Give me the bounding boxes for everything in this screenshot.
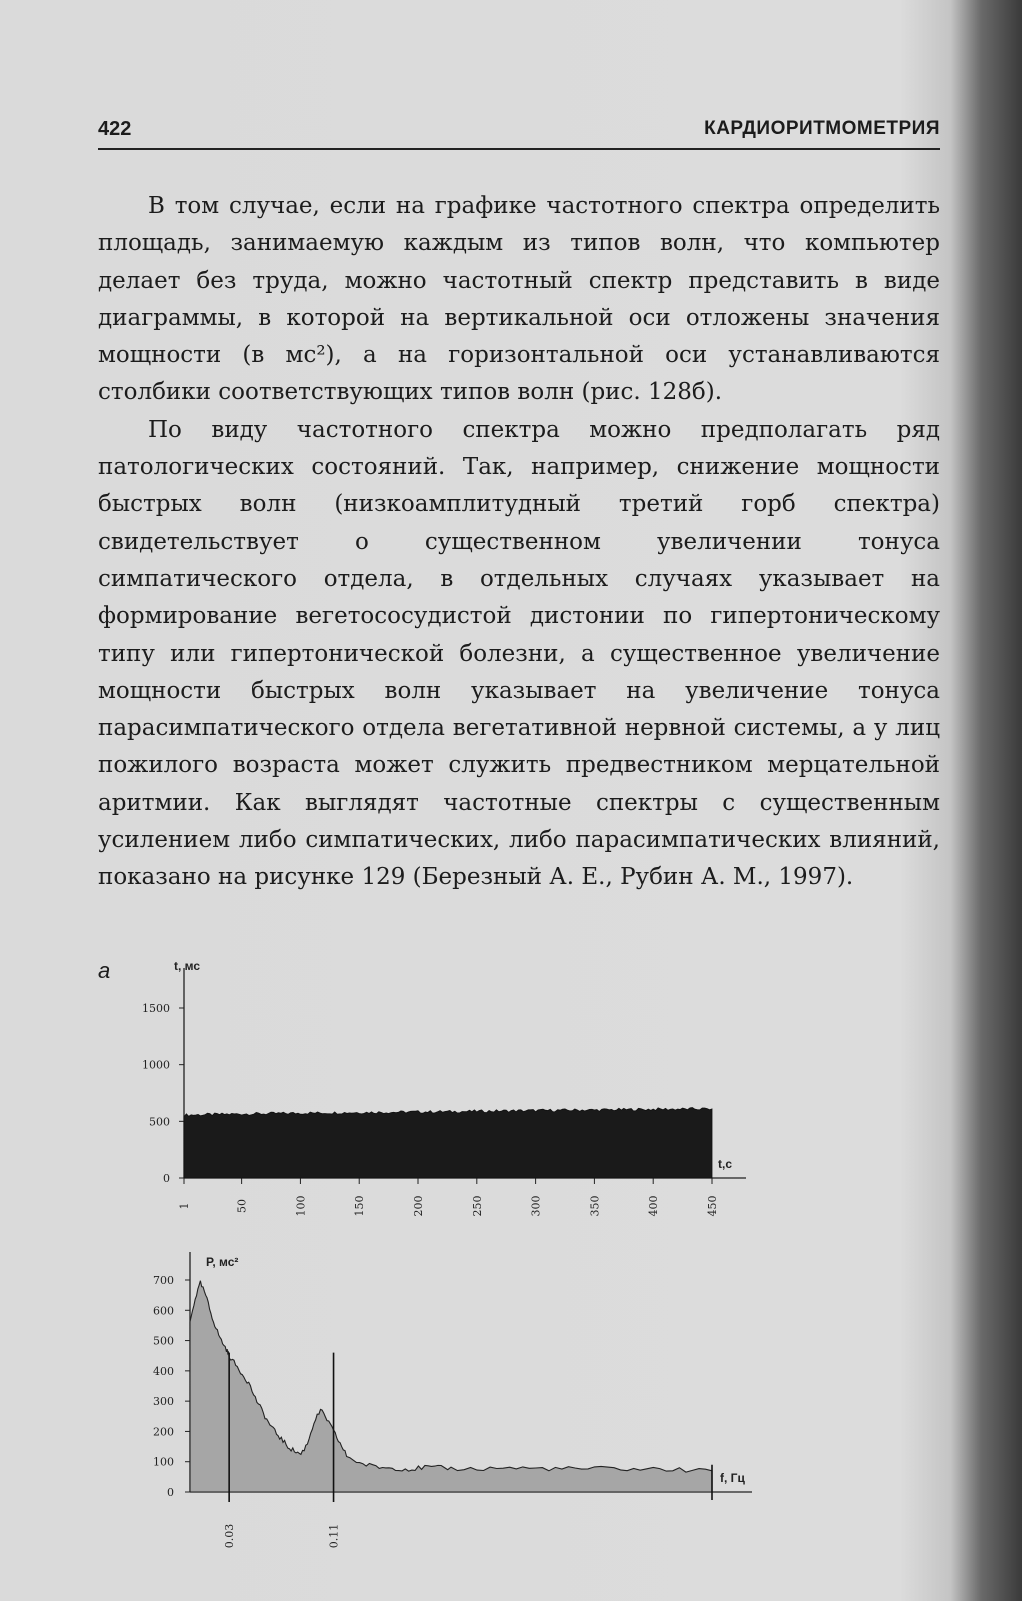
y-tick-label: 600 [153,1304,174,1318]
y-tick-label: 100 [153,1455,174,1469]
y-tick-label: 700 [153,1274,174,1287]
y-axis-title: Р, мс² [206,1255,239,1269]
y-tick-label: 0 [163,1172,170,1185]
paragraph: В том случае, если на графике частотного спектра определить площадь, занимаемую каждым из типов волн, что компьютер делает без труда, можно частотный спектр представить в виде диаграммы, в которой на вертикальной оси отложены значения мощности (в мс²), а на горизонтальной оси устанавливаются столбики соответствующих типов волн (рис. 128б). [98,193,940,406]
x-tick-label: 450 [706,1195,719,1217]
y-tick-label: 1500 [142,1002,170,1015]
band-boundary-label: 0.11 [327,1523,341,1549]
y-tick-label: 400 [153,1364,174,1378]
x-axis-title: f, Гц [720,1471,745,1485]
y-tick-label: 200 [153,1425,174,1439]
band-boundary-label: 0.03 [223,1523,237,1549]
y-tick-label: 500 [149,1115,170,1129]
x-tick-label: 250 [470,1195,484,1217]
x-tick-label: 1 [178,1202,191,1210]
y-tick-label: 300 [153,1395,174,1409]
x-tick-label: 150 [353,1195,367,1217]
x-tick-label: 300 [529,1195,543,1217]
y-tick-label: 500 [153,1334,174,1348]
paragraph: По виду частотного спектра можно предполагать ряд патологических состояний. Так, например, снижение мощности быстрых волн (низкоамплитудный третий горб спектра) свидетельствует о существенном увеличении тонуса симпатического отдела, в отдельных случаях указывает на формирование вегетососудистой дистонии по гипертоническому типу или гипертонической болезни, а существенное увеличение мощности быстрых волн указывает на увеличение тонуса парасимпатического отдела вегетативной нервной системы, а у лиц пожилого возраста может служить предвестником мерцательной аритмии. Как выглядят частотные спектры с существенным усилением либо симпатических, либо парасимпатических влияний, показано на рисунке 129 (Березный А. Е., Рубин А. М., 1997). [98,416,940,891]
x-tick-label: 350 [588,1195,602,1217]
x-tick-label: 100 [294,1195,308,1217]
x-tick-label: 400 [647,1195,661,1217]
spectrum-area [190,1281,712,1492]
y-axis-title: t, мс [174,959,201,973]
figure-label: а [98,958,111,983]
y-tick-label: 0 [167,1486,174,1499]
x-axis-title: t,c [718,1157,733,1171]
y-tick-label: 1000 [142,1058,170,1072]
x-tick-label: 200 [412,1195,426,1217]
page-number: 422 [98,118,132,140]
running-title: КАРДИОРИТМОМЕТРИЯ [704,118,940,139]
x-tick-label: 50 [235,1199,249,1213]
series-area [184,1108,712,1178]
